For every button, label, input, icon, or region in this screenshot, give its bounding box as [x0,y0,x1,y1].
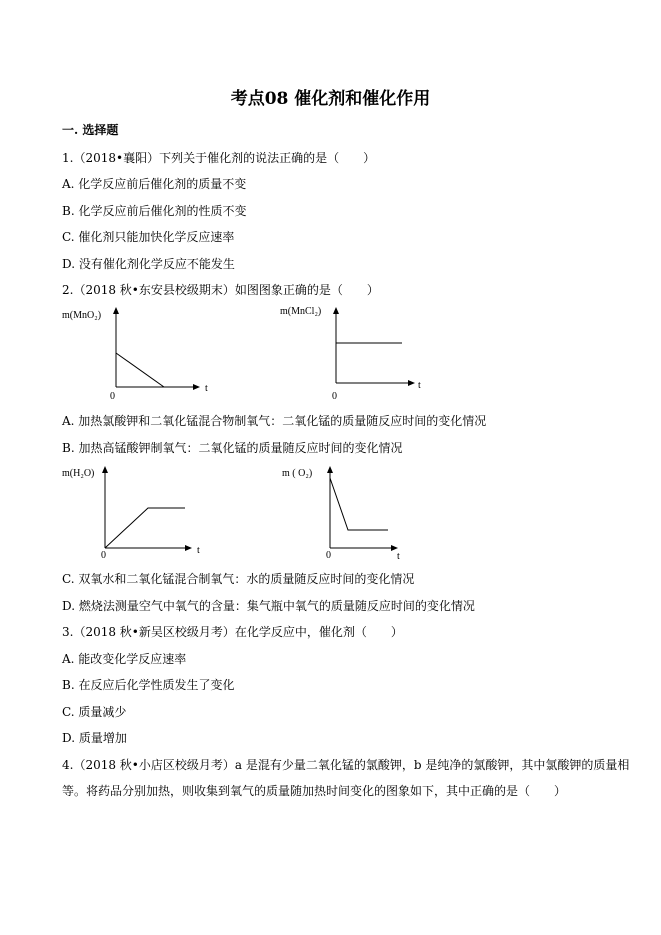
graph-d-ylabel: m ( O₂) [282,468,313,479]
graph-d [282,462,442,562]
graph-a-curve [116,353,164,387]
question-text: （2018 秋•东安县校级期末）如图图象正确的是（ ） [73,283,379,297]
graph-a [60,305,220,405]
question-number: 2. [62,283,74,297]
graph-a-x-arrow [193,384,200,390]
question-text: （2018 秋•新吴区校级月考）在化学反应中，催化剂（ ） [73,625,403,639]
graph-c-curve [105,508,185,548]
graph-a-origin: 0 [110,391,115,402]
question-number: 3. [62,625,74,639]
question-3-option-c: C. 质量减少 [62,705,127,719]
graph-c [60,462,220,562]
question-3-option-b: B. 在反应后化学性质发生了变化 [62,678,235,692]
graph-b-y-arrow [333,307,339,314]
graph-c-y-arrow [102,466,108,473]
question-3-option-a: A. 能改变化学反应速率 [62,652,187,666]
graph-d-curve [330,478,388,530]
graph-b-ylabel: m(MnCl₂) [280,306,322,317]
question-1-option-b: B. 化学反应前后催化剂的性质不变 [62,204,247,218]
graph-b-origin: 0 [332,391,337,402]
question-number: 4. [62,758,74,772]
graph-c-ylabel: m(H₂O) [62,468,95,479]
graph-d-origin: 0 [326,550,331,561]
question-4-stem-line2: 等。将药品分别加热，则收集到氧气的质量随加热时间变化的图象如下，其中正确的是（ ） [62,784,567,798]
graph-b-xlabel: t [418,380,421,391]
graph-c-x-arrow [185,545,192,551]
graph-a-xlabel: t [205,383,208,394]
graph-a-ylabel: m(MnO₂) [62,310,102,321]
question-text: （2018 秋•小店区校级月考）a 是混有少量二氧化锰的氯酸钾，b 是纯净的氯酸钾，其中氯酸钾的质量相 [73,758,630,772]
graph-c-xlabel: t [197,545,200,556]
graph-c-origin: 0 [101,550,106,561]
question-3-stem [62,624,403,640]
question-2-option-c: C. 双氧水和二氧化锰混合制氧气：水的质量随反应时间的变化情况 [62,572,415,586]
graph-d-xlabel: t [397,551,400,562]
question-text: （2018•襄阳）下列关于催化剂的说法正确的是（ ） [73,151,376,165]
question-3-option-d: D. 质量增加 [62,731,127,745]
question-2-option-a: A. 加热氯酸钾和二氧化锰混合物制氧气：二氧化锰的质量随反应时间的变化情况 [62,414,487,428]
question-1-option-c: C. 催化剂只能加快化学反应速率 [62,230,235,244]
section-heading: 一. 选择题 [62,123,119,137]
graph-a-y-arrow [113,307,119,314]
graph-d-y-arrow [327,466,333,473]
question-1-option-d: D. 没有催化剂化学反应不能发生 [62,257,235,271]
question-4-stem-line1 [62,757,629,773]
question-2-option-b: B. 加热高锰酸钾制氧气：二氧化锰的质量随反应时间的变化情况 [62,441,403,455]
question-1-stem [62,150,375,166]
question-2-option-d: D. 燃烧法测量空气中氧气的含量：集气瓶中氧气的质量随反应时间的变化情况 [62,599,475,613]
page-title: 考点08 催化剂和催化作用 [230,89,431,109]
graph-b [278,301,438,401]
question-number: 1. [62,151,74,165]
question-2-stem [62,282,379,298]
question-1-option-a: A. 化学反应前后催化剂的质量不变 [62,177,247,191]
graph-b-x-arrow [408,380,415,386]
